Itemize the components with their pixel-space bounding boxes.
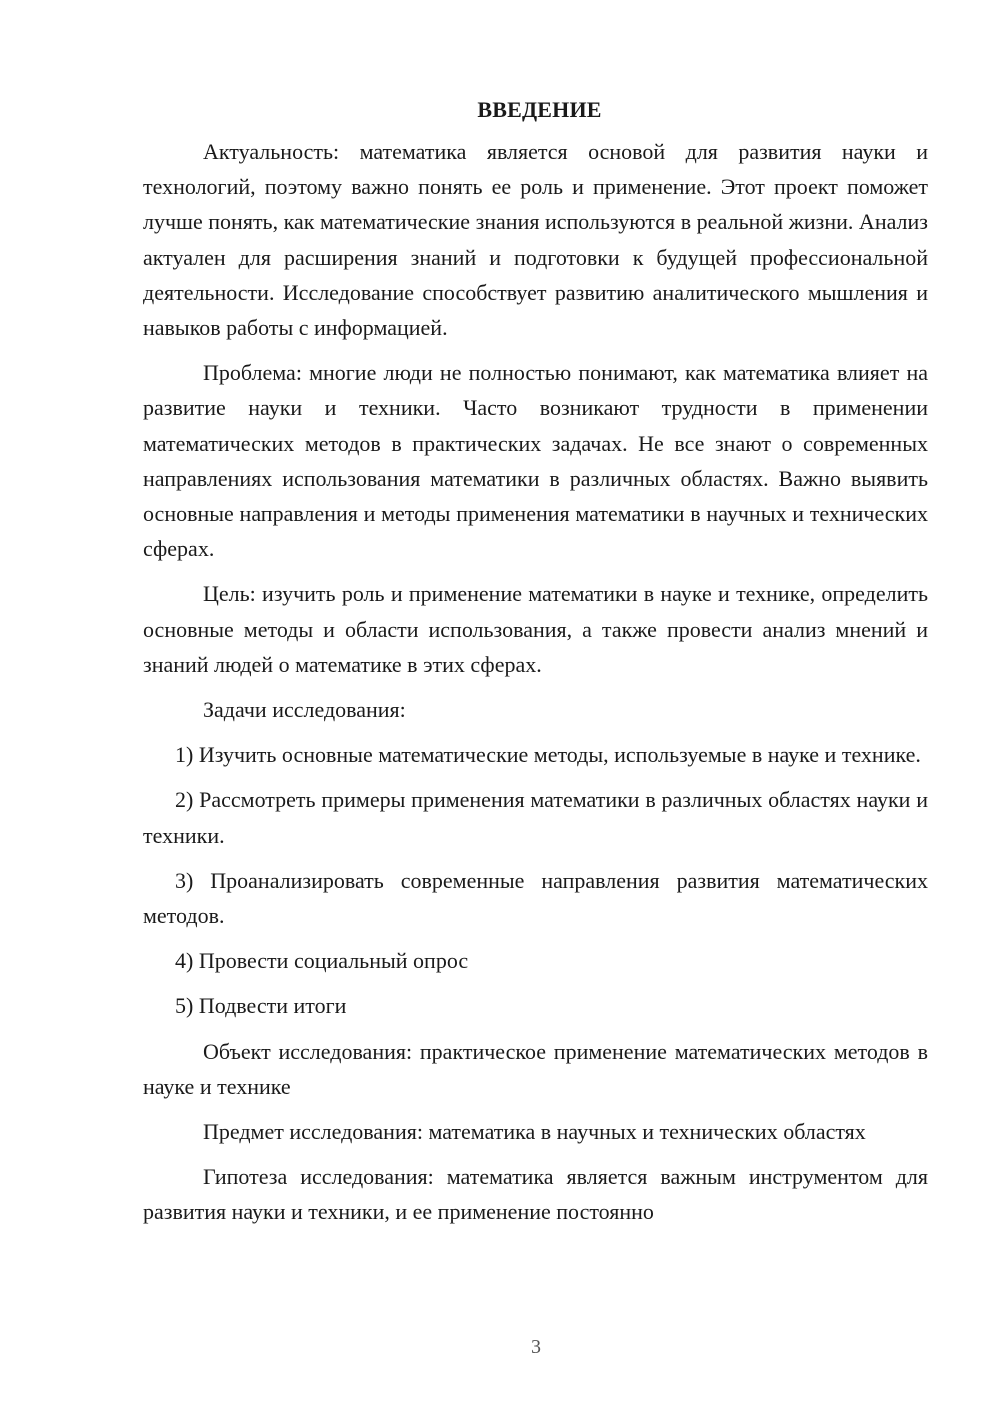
hypothesis-paragraph: Гипотеза исследования: математика является важным инструментом для развития науки и техники, и ее применение постоянно — [143, 1164, 928, 1225]
task-item-4: 4) Провести социальный опрос — [175, 948, 469, 974]
problem-paragraph: Проблема: многие люди не полностью понимают, как математика влияет на развитие науки и техники. Часто возникают трудности в применении математических методов в практических задачах. Не все знают о современных направлениях использования математики в различных областях. Важно выявить основные направления и методы применения математики в научных и технических сферах. — [143, 360, 928, 562]
document-body — [143, 92, 928, 1240]
subject-paragraph: Предмет исследования: математика в научных и технических областях — [203, 1119, 866, 1145]
relevance-paragraph: Актуальность: математика является основой для развития науки и технологий, поэтому важно понять ее роль и применение. Этот проект поможет лучше понять, как математические знания используются в реальной жизни. Анализ актуален для расширения знаний и подготовки к будущей профессиональной деятельности. Исследование способствует развитию аналитического мышления и навыков работы с информацией. — [143, 139, 928, 341]
task-item-5: 5) Подвести итоги — [175, 993, 347, 1019]
tasks-heading: Задачи исследования: — [203, 697, 406, 723]
goal-paragraph: Цель: изучить роль и применение математики в науке и технике, определить основные методы и области использования, а также провести анализ мнений и знаний людей о математике в этих сферах. — [143, 581, 928, 677]
task-item-3: 3) Проанализировать современные направления развития математических методов. — [143, 867, 928, 929]
object-paragraph: Объект исследования: практическое применение математических методов в науке и технике — [143, 1038, 928, 1099]
page-number: 3 — [531, 1336, 541, 1358]
section-title: ВВЕДЕНИЕ — [477, 97, 602, 122]
task-item-2: 2) Рассмотреть примеры применения математики в различных областях науки и техники. — [143, 787, 928, 848]
task-item-1: 1) Изучить основные математические методы, используемые в науке и технике. — [175, 742, 921, 768]
